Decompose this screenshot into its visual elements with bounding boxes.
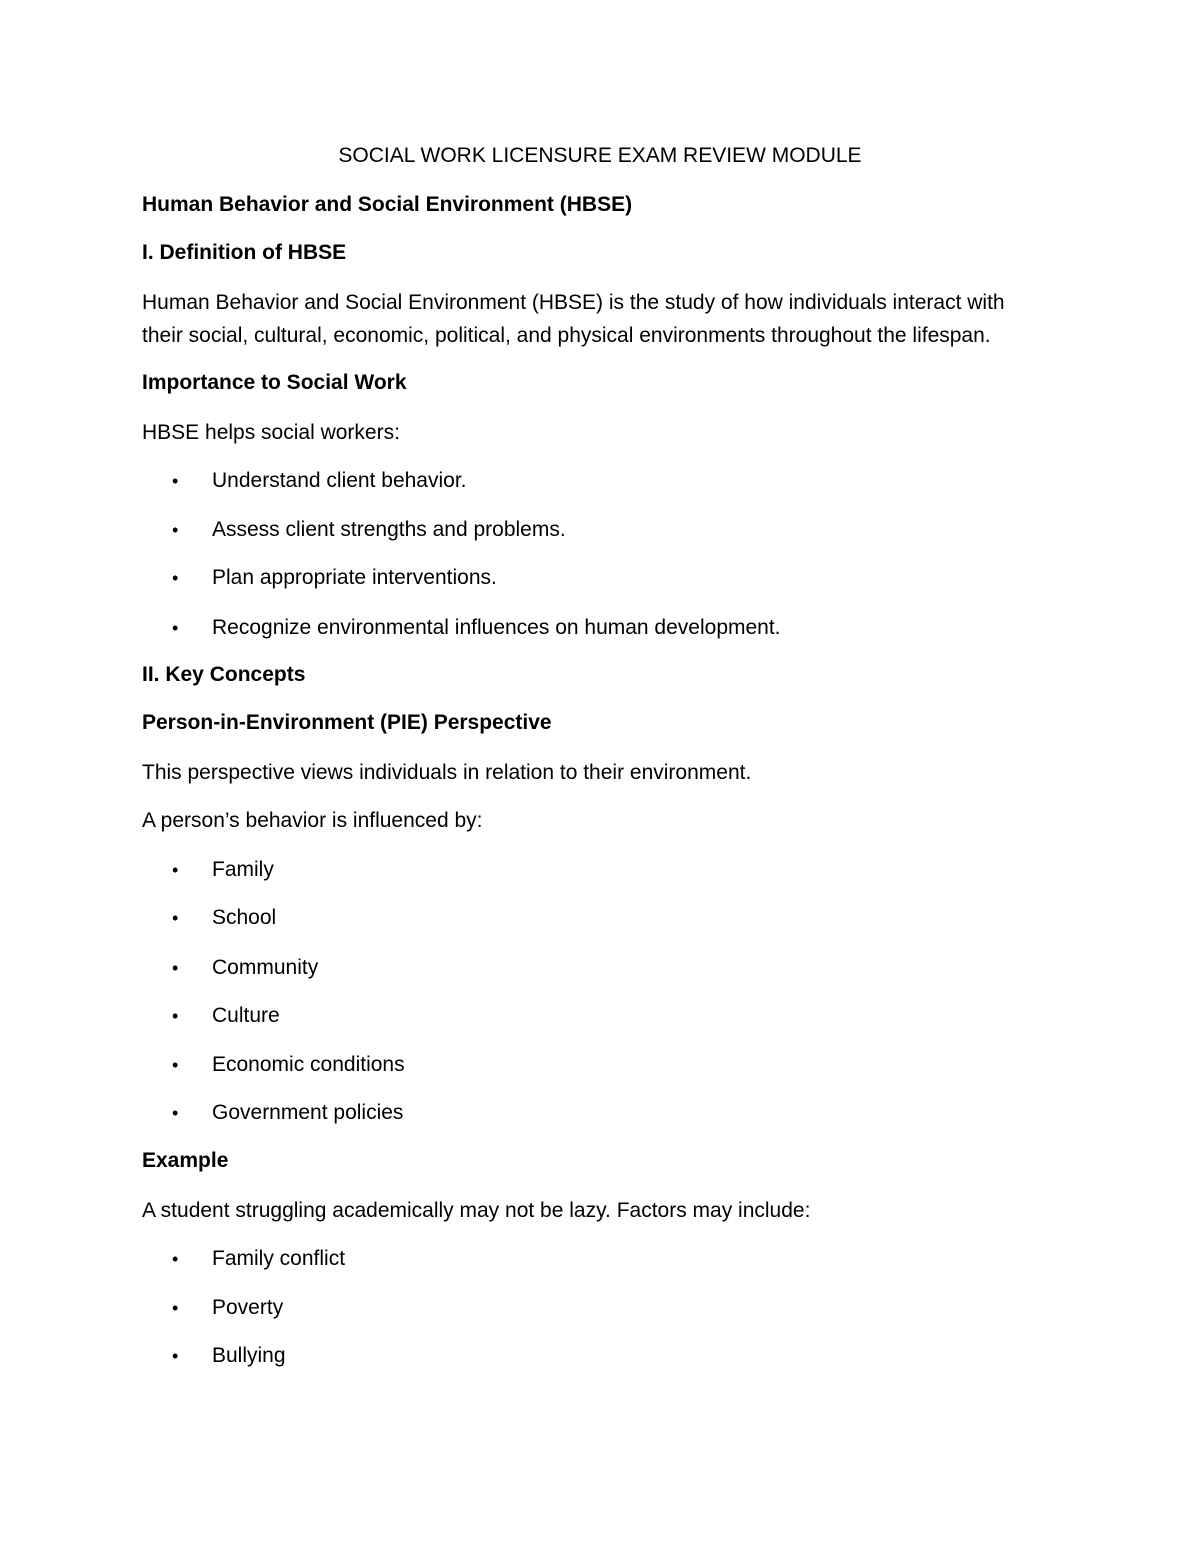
list-item: [172, 955, 318, 981]
list-item-text: Bullying: [212, 1344, 286, 1367]
list-item-text: Plan appropriate interventions.: [212, 566, 497, 589]
bullet-icon: •: [172, 471, 179, 491]
list-item-text: Poverty: [212, 1296, 284, 1319]
influence-intro: A person’s behavior is influenced by:: [142, 809, 483, 832]
bullet-icon: •: [172, 860, 179, 880]
list-item: [172, 1295, 283, 1321]
list-item: [172, 1100, 403, 1126]
bullet-icon: •: [172, 1055, 179, 1075]
bullet-icon: •: [172, 568, 179, 588]
subject-heading: Human Behavior and Social Environment (HBSE): [142, 193, 633, 216]
section-2-heading: II. Key Concepts: [142, 663, 306, 686]
list-item-text: Government policies: [212, 1101, 404, 1124]
list-item-text: Recognize environmental influences on human development.: [212, 616, 781, 639]
list-item: [172, 468, 467, 494]
list-item: [172, 857, 274, 883]
list-item-text: Family conflict: [212, 1247, 346, 1270]
list-item-text: Culture: [212, 1004, 280, 1027]
bullet-icon: •: [172, 1249, 179, 1269]
list-item-text: Assess client strengths and problems.: [212, 518, 566, 541]
pie-text: This perspective views individuals in relation to their environment.: [142, 761, 752, 784]
page-title: SOCIAL WORK LICENSURE EXAM REVIEW MODULE: [338, 144, 862, 167]
list-item: [172, 565, 497, 591]
definition-line-1: Human Behavior and Social Environment (HBSE) is the study of how individuals interact with: [142, 291, 1005, 314]
example-text: A student struggling academically may not be lazy. Factors may include:: [142, 1199, 811, 1222]
bullet-icon: •: [172, 958, 179, 978]
list-item-text: Economic conditions: [212, 1053, 405, 1076]
importance-heading: Importance to Social Work: [142, 371, 407, 394]
pie-heading: Person-in-Environment (PIE) Perspective: [142, 711, 552, 734]
helps-intro: HBSE helps social workers:: [142, 421, 400, 444]
definition-line-2: their social, cultural, economic, political, and physical environments throughout the lifespan.: [142, 324, 991, 347]
bullet-icon: •: [172, 1346, 179, 1366]
bullet-icon: •: [172, 1298, 179, 1318]
example-heading: Example: [142, 1149, 229, 1172]
bullet-icon: •: [172, 520, 179, 540]
bullet-icon: •: [172, 618, 179, 638]
section-1-heading: I. Definition of HBSE: [142, 241, 347, 264]
list-item: [172, 1052, 405, 1078]
list-item: [172, 615, 781, 641]
bullet-icon: •: [172, 1103, 179, 1123]
list-item-text: Understand client behavior.: [212, 469, 467, 492]
list-item: [172, 1246, 345, 1272]
list-item: [172, 517, 566, 543]
bullet-icon: •: [172, 908, 179, 928]
bullet-icon: •: [172, 1006, 179, 1026]
list-item: [172, 1343, 286, 1369]
list-item-text: Community: [212, 956, 319, 979]
list-item-text: Family: [212, 858, 274, 881]
list-item: [172, 905, 276, 931]
list-item-text: School: [212, 906, 277, 929]
list-item: [172, 1003, 280, 1029]
